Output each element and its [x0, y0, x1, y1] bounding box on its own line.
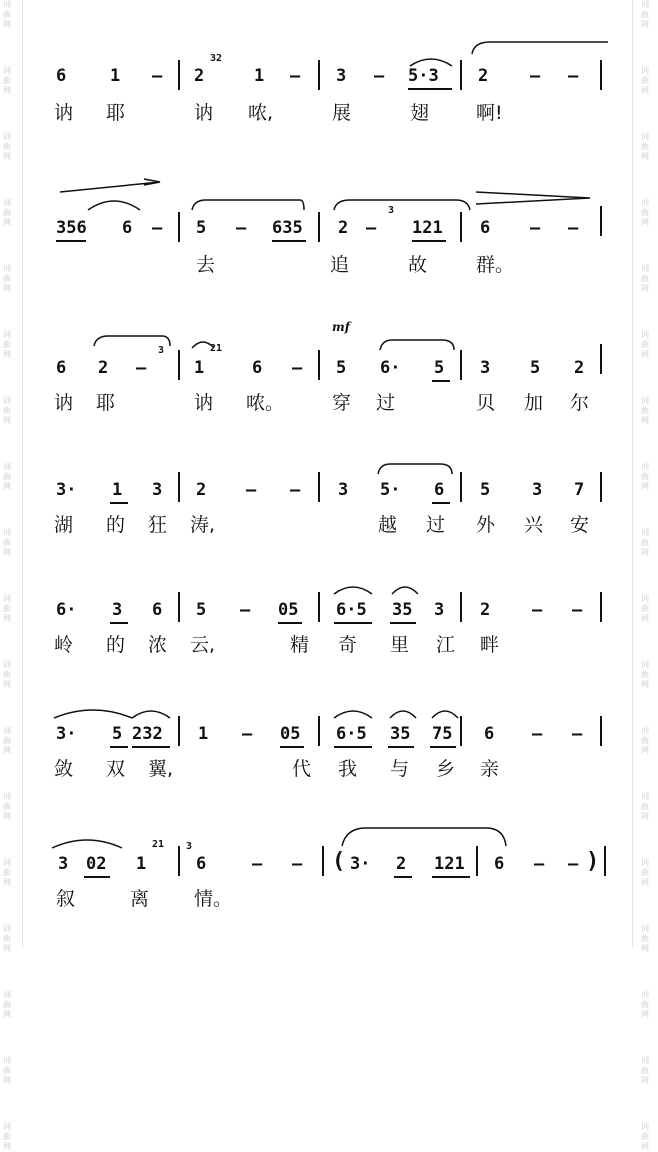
lyric: 岭: [54, 634, 74, 656]
note: –: [532, 724, 543, 744]
lyric: 代: [292, 758, 312, 780]
bar-line: [318, 592, 320, 622]
note: 6: [152, 600, 163, 620]
lyric: 畔: [480, 634, 500, 656]
underline: [110, 502, 128, 504]
lyric: 安: [570, 514, 590, 536]
note: 6·: [56, 600, 77, 620]
lyric: 故: [408, 254, 428, 276]
slur: [52, 706, 134, 720]
slur: [86, 198, 142, 212]
lyric: 越: [378, 514, 398, 536]
bar-line: [318, 472, 320, 502]
bar-line: [460, 350, 462, 380]
lyric: 尔: [570, 392, 590, 414]
underline: [432, 876, 470, 878]
grace-note: 32: [210, 53, 223, 64]
note: 3·: [56, 724, 77, 744]
lyric: 加: [524, 392, 544, 414]
bar-line: [600, 206, 602, 236]
note: 2: [194, 66, 205, 86]
lyric: 敛: [54, 758, 74, 780]
lyric: 展: [332, 102, 352, 124]
note: ): [586, 849, 600, 874]
note: 1: [110, 66, 121, 86]
note: 6: [252, 358, 263, 378]
slur: [332, 706, 374, 720]
lyric: 奇: [338, 634, 358, 656]
lyric: 的: [106, 514, 126, 536]
underline: [334, 746, 372, 748]
note: 5·3: [408, 66, 439, 86]
underline: [278, 622, 302, 624]
note: –: [290, 480, 301, 500]
note: 35: [392, 600, 413, 620]
note: 356: [56, 218, 87, 238]
note: –: [292, 358, 303, 378]
slur: [430, 706, 460, 720]
note: –: [152, 66, 163, 86]
lyric: 叙: [56, 888, 76, 910]
note: –: [236, 218, 247, 238]
lyric: 的: [106, 634, 126, 656]
note: –: [290, 66, 301, 86]
slur: [470, 40, 610, 56]
watermark-left: 词曲网 词曲网 词曲网 词曲网 词曲网 词曲网 词曲网 词曲网 词曲网 词曲网 词曲网 词曲网 词曲网 词曲网 词曲网 词曲网 词曲网 词曲网: [3, 0, 11, 1151]
note: 5: [336, 358, 347, 378]
note: 6·5: [336, 600, 367, 620]
bar-line: [178, 472, 180, 502]
score-system-5: [40, 572, 620, 682]
note: –: [572, 724, 583, 744]
lyric: 兴: [524, 514, 544, 536]
lyric: 云,: [190, 634, 216, 656]
underline: [408, 88, 452, 90]
lyric: 双: [106, 758, 126, 780]
underline: [110, 622, 128, 624]
lyric: 翅: [410, 102, 430, 124]
bar-line: [318, 350, 320, 380]
note: 5: [196, 218, 207, 238]
note: 2: [478, 66, 489, 86]
margin-line-right: [632, 0, 633, 948]
note: 635: [272, 218, 303, 238]
grace-note: 3: [158, 345, 165, 356]
underline: [432, 380, 450, 382]
lyric: 讷: [54, 392, 74, 414]
note: –: [572, 600, 583, 620]
note: –: [568, 66, 579, 86]
lyric: 离: [130, 888, 150, 910]
bar-line: [178, 350, 180, 380]
note: 5: [112, 724, 123, 744]
underline: [334, 622, 372, 624]
bar-line: [460, 716, 462, 746]
bar-line: [460, 212, 462, 242]
bar-line: [178, 212, 180, 242]
lyric: 讷: [194, 392, 214, 414]
bar-line: [460, 472, 462, 502]
grace-note: 3: [186, 841, 193, 852]
note: –: [366, 218, 377, 238]
slur: [376, 460, 454, 476]
lyric: 群。: [476, 254, 515, 276]
dynamic-mark: mf: [332, 320, 350, 334]
underline: [394, 876, 412, 878]
note: 3: [112, 600, 123, 620]
watermark-right: 词曲网 词曲网 词曲网 词曲网 词曲网 词曲网 词曲网 词曲网 词曲网 词曲网 词曲网 词曲网 词曲网 词曲网 词曲网 词曲网 词曲网 词曲网: [641, 0, 649, 1151]
note: 3: [58, 854, 69, 874]
note: 3: [480, 358, 491, 378]
bar-line: [600, 592, 602, 622]
margin-line-left: [22, 0, 23, 948]
underline: [110, 746, 128, 748]
note: 3·: [56, 480, 77, 500]
lyric: 湖: [54, 514, 74, 536]
grace-note: 3: [388, 205, 395, 216]
lyric: 乡: [436, 758, 456, 780]
lyric: 哝,: [248, 102, 274, 124]
note: 2: [196, 480, 207, 500]
note: 6·: [380, 358, 401, 378]
note: 1: [198, 724, 209, 744]
note: 6: [434, 480, 445, 500]
note: 121: [412, 218, 443, 238]
note: 5·: [380, 480, 401, 500]
score-system-3: [40, 320, 620, 430]
note: –: [242, 724, 253, 744]
lyric: 情。: [194, 888, 233, 910]
underline: [430, 746, 456, 748]
note: 2: [574, 358, 585, 378]
score-system-4: [40, 452, 620, 562]
lyric: 涛,: [190, 514, 216, 536]
note: 75: [432, 724, 453, 744]
lyric: 与: [390, 758, 410, 780]
note: 3: [152, 480, 163, 500]
bar-line: [460, 592, 462, 622]
note: –: [530, 66, 541, 86]
lyric: 耶: [106, 102, 126, 124]
lyric: 翼,: [148, 758, 174, 780]
bar-line: [600, 716, 602, 746]
note: 6: [56, 66, 67, 86]
note: –: [136, 358, 147, 378]
lyric: 亲: [480, 758, 500, 780]
note: 6·5: [336, 724, 367, 744]
bar-line: [476, 846, 478, 876]
bar-line: [318, 716, 320, 746]
bar-line: [178, 592, 180, 622]
note: 3: [434, 600, 445, 620]
slur: [390, 582, 420, 596]
slur: [340, 824, 508, 848]
note: 02: [86, 854, 107, 874]
note: –: [246, 480, 257, 500]
note: –: [252, 854, 263, 874]
bar-line: [600, 344, 602, 374]
slur: [50, 836, 124, 850]
lyric: 我: [338, 758, 358, 780]
note: 35: [390, 724, 411, 744]
note: 2: [98, 358, 109, 378]
underline: [390, 622, 416, 624]
note: 2: [396, 854, 407, 874]
note: 1: [194, 358, 205, 378]
note: 6: [56, 358, 67, 378]
grace-note: 21: [152, 839, 165, 850]
note: 3: [532, 480, 543, 500]
crescendo-mark: [54, 178, 164, 194]
note: –: [534, 854, 545, 874]
lyric: 狂: [148, 514, 168, 536]
bar-line: [322, 846, 324, 876]
underline: [84, 876, 110, 878]
note: –: [568, 218, 579, 238]
note: 1: [112, 480, 123, 500]
underline: [272, 240, 306, 242]
slur: [388, 706, 418, 720]
note: –: [568, 854, 579, 874]
slur: [332, 198, 472, 212]
note: –: [374, 66, 385, 86]
bar-line: [460, 60, 462, 90]
note: –: [532, 600, 543, 620]
bar-line: [600, 60, 602, 90]
lyric: 精: [290, 634, 310, 656]
lyric: 去: [196, 254, 216, 276]
grace-note: 21: [210, 343, 223, 354]
bar-line: [600, 472, 602, 502]
lyric: 过: [426, 514, 446, 536]
crescendo-mark: [472, 190, 594, 206]
note: 7: [574, 480, 585, 500]
bar-line: [318, 60, 320, 90]
score-system-1: [40, 40, 620, 150]
note: 5: [434, 358, 445, 378]
score-system-2: [40, 178, 620, 288]
note: (: [332, 849, 346, 874]
slur: [130, 706, 172, 720]
note: 6: [122, 218, 133, 238]
note: 5: [480, 480, 491, 500]
underline: [280, 746, 304, 748]
slur: [332, 582, 374, 596]
underline: [132, 746, 170, 748]
slur: [190, 198, 306, 212]
note: 6: [494, 854, 505, 874]
underline: [412, 240, 446, 242]
lyric: 里: [390, 634, 410, 656]
lyric: 讷: [194, 102, 214, 124]
note: 3: [338, 480, 349, 500]
slur: [408, 56, 454, 68]
score-system-6: [40, 696, 620, 806]
note: 1: [254, 66, 265, 86]
lyric: 追: [330, 254, 350, 276]
lyric: 穿: [332, 392, 352, 414]
lyric: 哝。: [246, 392, 285, 414]
lyric: 贝: [476, 392, 496, 414]
note: 5: [530, 358, 541, 378]
score-system-7: [40, 822, 620, 932]
note: 1: [136, 854, 147, 874]
note: 3: [336, 66, 347, 86]
slur: [378, 336, 456, 352]
note: 05: [280, 724, 301, 744]
note: 5: [196, 600, 207, 620]
bar-line: [178, 846, 180, 876]
lyric: 讷: [54, 102, 74, 124]
underline: [432, 502, 450, 504]
lyric: 浓: [148, 634, 168, 656]
underline: [388, 746, 414, 748]
note: 6: [196, 854, 207, 874]
note: 232: [132, 724, 163, 744]
bar-line: [604, 846, 606, 876]
note: 6: [484, 724, 495, 744]
note: 6: [480, 218, 491, 238]
note: –: [240, 600, 251, 620]
note: 2: [338, 218, 349, 238]
lyric: 耶: [96, 392, 116, 414]
underline: [56, 240, 86, 242]
bar-line: [178, 716, 180, 746]
note: 05: [278, 600, 299, 620]
lyric: 过: [376, 392, 396, 414]
bar-line: [318, 212, 320, 242]
bar-line: [178, 60, 180, 90]
lyric: 啊!: [476, 102, 503, 124]
note: 3·: [350, 854, 371, 874]
lyric: 外: [476, 514, 496, 536]
note: –: [530, 218, 541, 238]
note: 2: [480, 600, 491, 620]
note: –: [292, 854, 303, 874]
note: 121: [434, 854, 465, 874]
lyric: 江: [436, 634, 456, 656]
note: –: [152, 218, 163, 238]
